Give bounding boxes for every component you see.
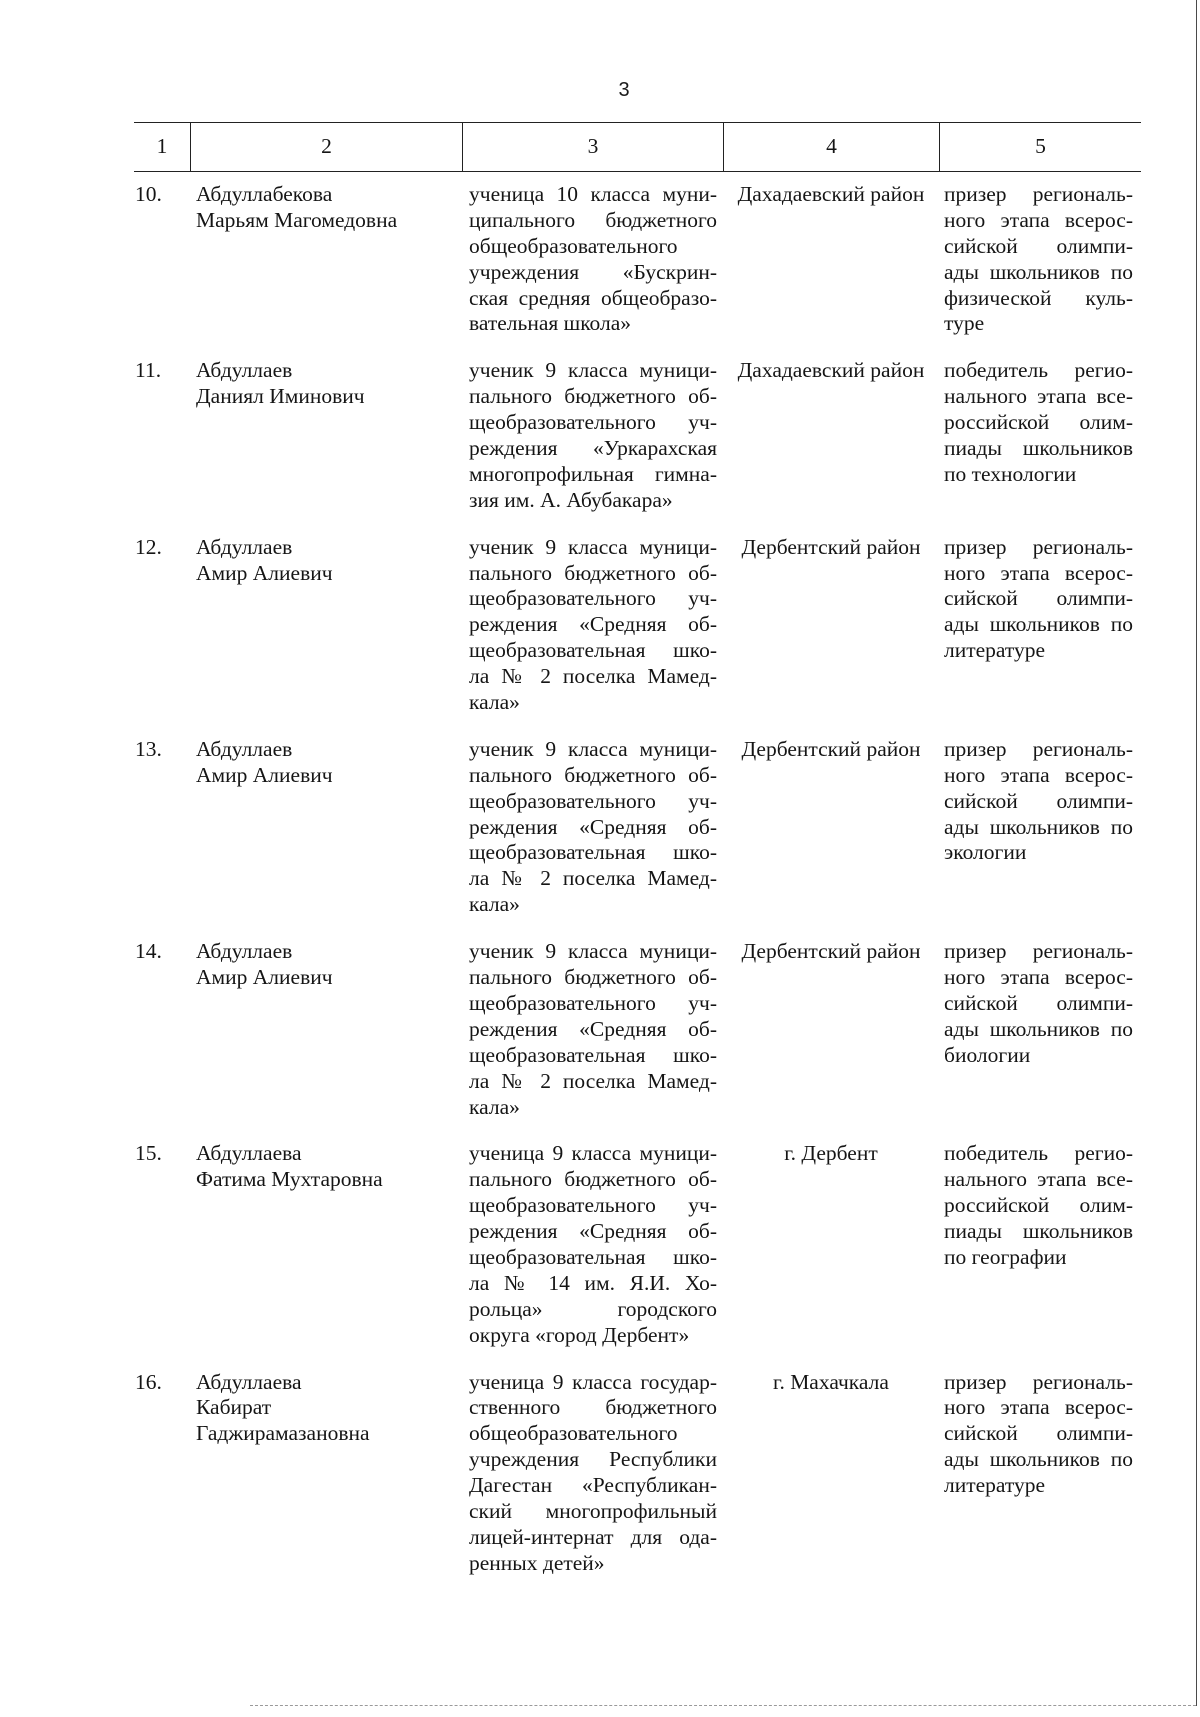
district-cell bbox=[723, 1370, 939, 1577]
participant-name-line: Абдуллаев bbox=[196, 358, 293, 383]
participant-name-cell bbox=[190, 1141, 462, 1348]
header-col-1: 1 bbox=[156, 134, 168, 159]
institution-cell bbox=[462, 182, 723, 337]
institution-line: щеобразовательного уч- bbox=[469, 410, 717, 435]
institution-line: многопрофильная гимна- bbox=[469, 461, 717, 486]
table-header bbox=[134, 122, 1141, 172]
award-line: ады школьников по bbox=[944, 612, 1133, 637]
award-line: ного этапа всерос- bbox=[944, 1395, 1133, 1420]
award-line: ного этапа всерос- bbox=[944, 965, 1133, 990]
institution-cell bbox=[462, 358, 723, 513]
institution-cell bbox=[462, 1141, 723, 1348]
participant-name-line: Марьям Магомедовна bbox=[196, 207, 398, 232]
institution-line: пального бюджетного об- bbox=[469, 1167, 717, 1192]
institution-line: кала» bbox=[469, 1094, 520, 1119]
award-cell bbox=[939, 939, 1141, 1120]
row-number: 16. bbox=[135, 1369, 162, 1394]
row-number-cell bbox=[134, 1141, 190, 1348]
participant-name-cell bbox=[190, 1370, 462, 1577]
institution-line: реждения «Уркарахская bbox=[469, 436, 717, 461]
institution-line: кала» bbox=[469, 892, 520, 917]
award-cell bbox=[939, 1370, 1141, 1577]
district: г. Дербент bbox=[784, 1141, 878, 1166]
page-number: 3 bbox=[618, 79, 630, 101]
institution-line: реждения «Средняя об- bbox=[469, 612, 717, 637]
row-number: 15. bbox=[135, 1141, 162, 1166]
institution-line: общеобразовательного bbox=[469, 1421, 678, 1446]
header-col-5: 5 bbox=[939, 123, 1141, 171]
institution-line: щеобразовательного уч- bbox=[469, 788, 717, 813]
participant-name-cell bbox=[190, 535, 462, 716]
row-number: 13. bbox=[135, 736, 162, 761]
table-row bbox=[134, 1141, 1141, 1348]
award-line: по технологии bbox=[944, 461, 1077, 486]
participant-name-cell bbox=[190, 358, 462, 513]
award-line: призер региональ- bbox=[944, 736, 1133, 761]
institution-line: ученик 9 класса муници- bbox=[469, 939, 717, 964]
institution-line: реждения «Средняя об- bbox=[469, 814, 717, 839]
institution-line: кала» bbox=[469, 690, 520, 715]
institution-line: ская средняя общеобразо- bbox=[469, 285, 717, 310]
institution-line: щеобразовательная шко- bbox=[469, 840, 717, 865]
district-cell bbox=[723, 737, 939, 918]
participant-name-line: Амир Алиевич bbox=[196, 762, 333, 787]
award-line: литературе bbox=[944, 1473, 1046, 1498]
participants-table bbox=[134, 122, 1141, 1598]
participant-name-line: Гаджирамазановна bbox=[196, 1421, 370, 1446]
institution-cell bbox=[462, 1370, 723, 1577]
district-cell bbox=[723, 358, 939, 513]
participant-name-line: Амир Алиевич bbox=[196, 965, 333, 990]
institution-line: щеобразовательного уч- bbox=[469, 586, 717, 611]
institution-line: пального бюджетного об- bbox=[469, 965, 717, 990]
scan-edge-right bbox=[1196, 0, 1197, 1706]
header-col-3: 3 bbox=[462, 123, 723, 171]
row-number-cell bbox=[134, 737, 190, 918]
participant-name-cell bbox=[190, 939, 462, 1120]
row-number-cell bbox=[134, 182, 190, 337]
participant-name-line: Даниял Иминович bbox=[196, 384, 365, 409]
award-line: нального этапа все- bbox=[944, 1167, 1133, 1192]
institution-cell bbox=[462, 535, 723, 716]
table-row bbox=[134, 1370, 1141, 1577]
table-row bbox=[134, 358, 1141, 513]
award-line: биологии bbox=[944, 1042, 1031, 1067]
award-line: ного этапа всерос- bbox=[944, 560, 1133, 585]
institution-line: общеобразовательного bbox=[469, 233, 678, 258]
table-row bbox=[134, 939, 1141, 1120]
district-cell bbox=[723, 1141, 939, 1348]
institution-line: Дагестан «Республикан- bbox=[469, 1473, 717, 1498]
table-row bbox=[134, 182, 1141, 337]
scan-edge-bottom bbox=[250, 1705, 1196, 1706]
row-number: 11. bbox=[135, 358, 162, 383]
institution-line: лицей-интернат для ода- bbox=[469, 1524, 717, 1549]
participant-name-line: Абдуллаева bbox=[196, 1369, 302, 1394]
institution-line: ученик 9 класса муници- bbox=[469, 358, 717, 383]
district: Дахадаевский район bbox=[737, 358, 925, 383]
institution-line: ученик 9 класса муници- bbox=[469, 736, 717, 761]
award-line: экологии bbox=[944, 840, 1027, 865]
award-line: сийской олимпи- bbox=[944, 990, 1133, 1015]
institution-line: ла № 2 поселка Мамед- bbox=[469, 1068, 717, 1093]
award-line: ного этапа всерос- bbox=[944, 207, 1133, 232]
institution-line: ственного бюджетного bbox=[469, 1395, 717, 1420]
award-cell bbox=[939, 182, 1141, 337]
row-number-cell bbox=[134, 1370, 190, 1577]
table-row bbox=[134, 535, 1141, 716]
institution-line: рольца» городского bbox=[469, 1296, 717, 1321]
institution-line: вательная школа» bbox=[469, 311, 632, 336]
district: Дербентский район bbox=[741, 736, 921, 761]
award-line: туре bbox=[944, 311, 985, 336]
award-line: сийской олимпи- bbox=[944, 233, 1133, 258]
institution-line: округа «город Дербент» bbox=[469, 1322, 690, 1347]
district-cell bbox=[723, 535, 939, 716]
award-line: по географии bbox=[944, 1244, 1067, 1269]
table-body bbox=[134, 172, 1141, 1577]
participant-name-line: Фатима Мухтаровна bbox=[196, 1167, 383, 1192]
institution-line: реждения «Средняя об- bbox=[469, 1219, 717, 1244]
district: Дербентский район bbox=[741, 939, 921, 964]
institution-line: пального бюджетного об- bbox=[469, 560, 717, 585]
participant-name-cell bbox=[190, 737, 462, 918]
participant-name-line: Абдуллаева bbox=[196, 1141, 302, 1166]
row-number-cell bbox=[134, 358, 190, 513]
award-line: призер региональ- bbox=[944, 939, 1133, 964]
award-line: физической куль- bbox=[944, 285, 1133, 310]
institution-line: щеобразовательная шко- bbox=[469, 1244, 717, 1269]
award-line: сийской олимпи- bbox=[944, 586, 1133, 611]
institution-line: щеобразовательного уч- bbox=[469, 1193, 717, 1218]
institution-line: щеобразовательная шко- bbox=[469, 638, 717, 663]
award-line: ады школьников по bbox=[944, 1016, 1133, 1041]
row-number: 14. bbox=[135, 939, 162, 964]
district: Дербентский район bbox=[741, 534, 921, 559]
participant-name-line: Абдуллаев bbox=[196, 736, 293, 761]
award-cell bbox=[939, 535, 1141, 716]
award-line: ады школьников по bbox=[944, 259, 1133, 284]
participant-name-line: Абдуллаев bbox=[196, 939, 293, 964]
participant-name-line: Абдуллаев bbox=[196, 534, 293, 559]
institution-cell bbox=[462, 737, 723, 918]
row-number-cell bbox=[134, 939, 190, 1120]
award-line: пиады школьников bbox=[944, 1219, 1133, 1244]
institution-line: ученица 10 класса муни- bbox=[469, 182, 717, 206]
institution-line: ученик 9 класса муници- bbox=[469, 534, 717, 559]
institution-line: учреждения Республики bbox=[469, 1447, 717, 1472]
award-line: пиады школьников bbox=[944, 436, 1133, 461]
award-line: ады школьников по bbox=[944, 1447, 1133, 1472]
row-number: 12. bbox=[135, 534, 162, 559]
award-cell bbox=[939, 737, 1141, 918]
institution-line: учреждения «Бускрин- bbox=[469, 259, 717, 284]
participant-name-cell bbox=[190, 182, 462, 337]
award-line: победитель регио- bbox=[944, 1141, 1133, 1166]
award-line: победитель регио- bbox=[944, 358, 1133, 383]
award-line: российской олим- bbox=[944, 1193, 1133, 1218]
institution-line: ренных детей» bbox=[469, 1550, 605, 1575]
institution-line: ский многопрофильный bbox=[469, 1498, 717, 1523]
row-number: 10. bbox=[135, 182, 162, 206]
award-line: сийской олимпи- bbox=[944, 1421, 1133, 1446]
district-cell bbox=[723, 182, 939, 337]
participant-name-line: Абдуллабекова bbox=[196, 182, 333, 206]
institution-cell bbox=[462, 939, 723, 1120]
institution-line: реждения «Средняя об- bbox=[469, 1016, 717, 1041]
award-cell bbox=[939, 1141, 1141, 1348]
award-line: российской олим- bbox=[944, 410, 1133, 435]
institution-line: ла № 14 им. Я.И. Хо- bbox=[469, 1270, 717, 1295]
award-cell bbox=[939, 358, 1141, 513]
award-line: литературе bbox=[944, 638, 1046, 663]
table-row bbox=[134, 737, 1141, 918]
header-col-2: 2 bbox=[190, 123, 462, 171]
award-line: ного этапа всерос- bbox=[944, 762, 1133, 787]
institution-line: щеобразовательная шко- bbox=[469, 1042, 717, 1067]
institution-line: пального бюджетного об- bbox=[469, 762, 717, 787]
institution-line: пального бюджетного об- bbox=[469, 384, 717, 409]
award-line: призер региональ- bbox=[944, 182, 1133, 206]
row-number-cell bbox=[134, 535, 190, 716]
district-cell bbox=[723, 939, 939, 1120]
award-line: сийской олимпи- bbox=[944, 788, 1133, 813]
institution-line: зия им. А. Абубакара» bbox=[469, 487, 673, 512]
institution-line: ципального бюджетного bbox=[469, 207, 717, 232]
district: Дахадаевский район bbox=[737, 182, 925, 206]
award-line: ады школьников по bbox=[944, 814, 1133, 839]
award-line: призер региональ- bbox=[944, 534, 1133, 559]
institution-line: ученица 9 класса государ- bbox=[469, 1369, 717, 1394]
institution-line: ла № 2 поселка Мамед- bbox=[469, 664, 717, 689]
district: г. Махачкала bbox=[773, 1369, 889, 1394]
participant-name-line: Кабират bbox=[196, 1395, 272, 1420]
header-col-4: 4 bbox=[723, 123, 939, 171]
award-line: призер региональ- bbox=[944, 1369, 1133, 1394]
award-line: нального этапа все- bbox=[944, 384, 1133, 409]
institution-line: ла № 2 поселка Мамед- bbox=[469, 866, 717, 891]
participant-name-line: Амир Алиевич bbox=[196, 560, 333, 585]
institution-line: ученица 9 класса муници- bbox=[469, 1141, 717, 1166]
institution-line: щеобразовательного уч- bbox=[469, 990, 717, 1015]
